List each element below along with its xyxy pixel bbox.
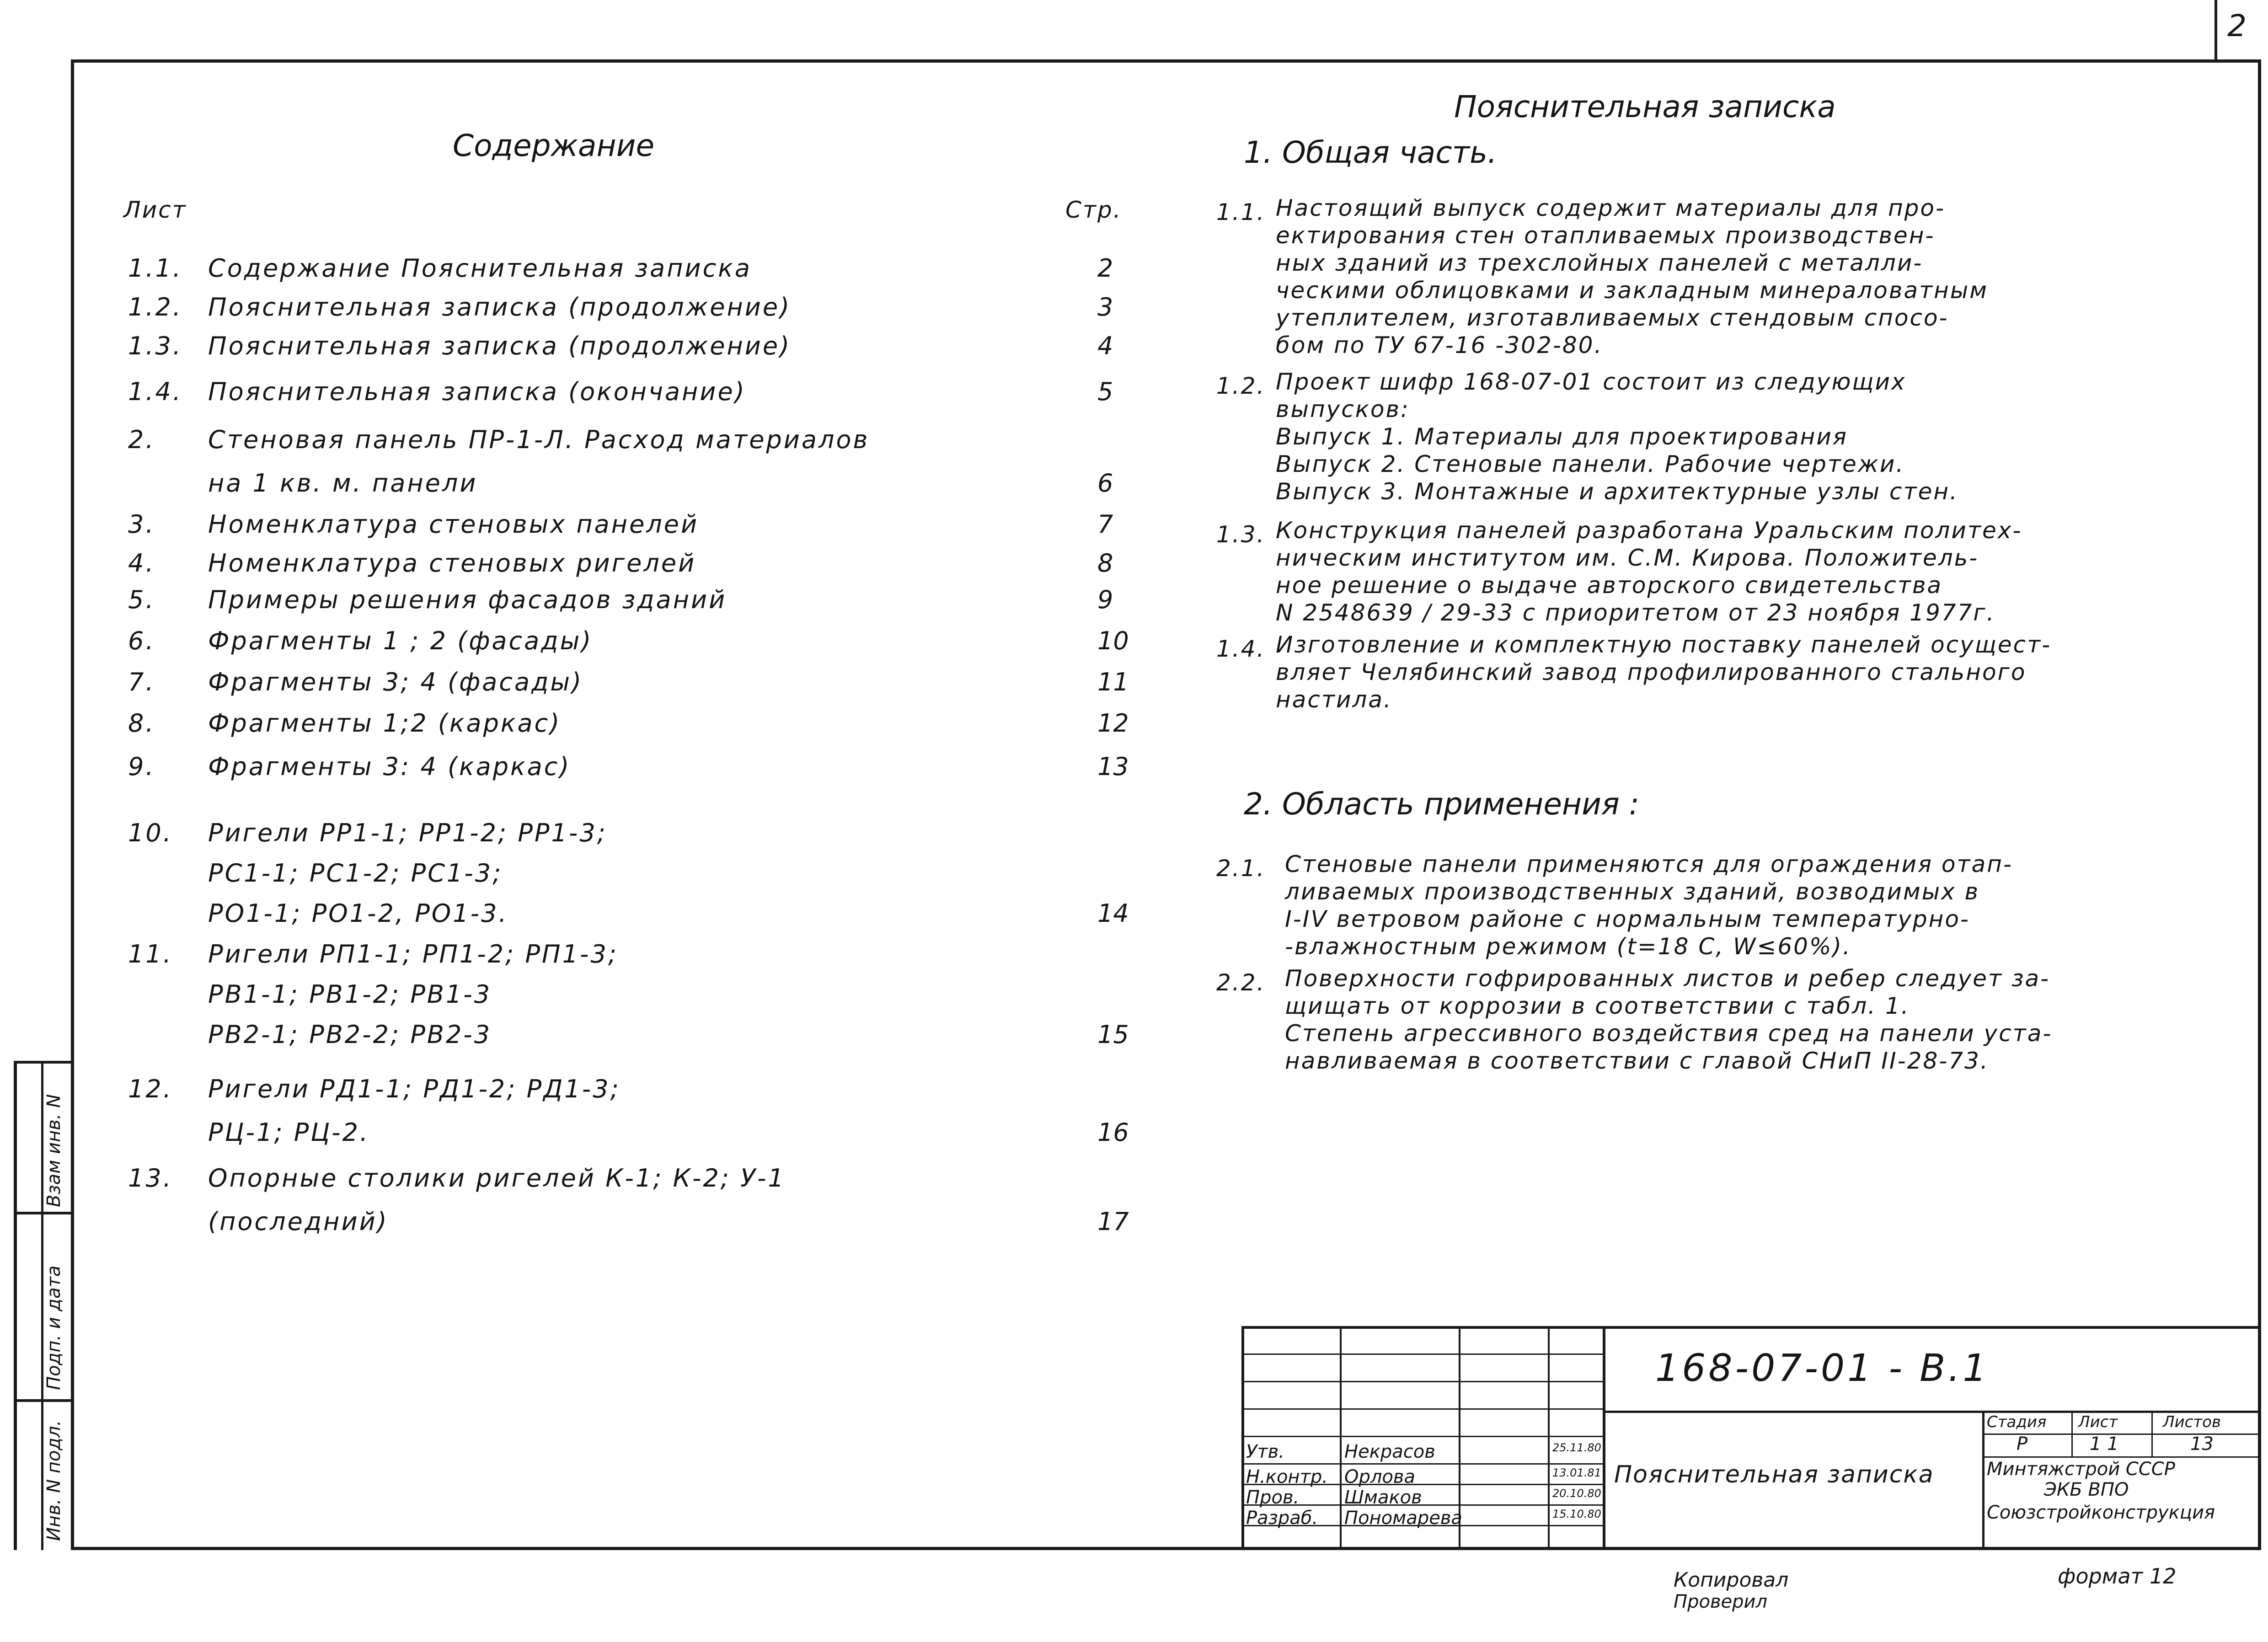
footer-copied: Копировал: [1674, 1568, 1789, 1592]
stamp-sheet: 1 1: [2090, 1433, 2119, 1455]
p14-text: [1276, 631, 2051, 713]
toc-item-text: Пояснительная записка (окончание): [208, 377, 746, 406]
stamp-stage-header: Стадия: [1987, 1413, 2047, 1431]
note-line: Поверхности гофрированных листов и ребер следует за-: [1285, 965, 2050, 992]
toc-item-number: 9.: [128, 752, 155, 781]
note-line: настила.: [1276, 686, 1392, 713]
note-section1-heading: 1. Общая часть.: [1244, 135, 1497, 170]
note-line: ливаемых производственных зданий, возводимых в: [1285, 878, 1980, 905]
note-line: Проект шифр 168-07-01 состоит из следующих: [1276, 369, 1906, 395]
toc-item-text: на 1 кв. м. панели: [208, 469, 478, 497]
toc-item-text: РВ2-1; РВ2-2; РВ2-3: [208, 1020, 492, 1049]
toc-item-text: Примеры решения фасадов зданий: [208, 585, 727, 614]
stamp-org-1: Минтяжстрой СССР: [1987, 1459, 2175, 1480]
note-line: ектирования стен отапливаемых производствен-: [1276, 222, 1935, 249]
stamp-date: 20.10.80: [1552, 1487, 1601, 1500]
stamp-sheets: 13: [2190, 1433, 2214, 1455]
toc-item-page: 5: [1097, 377, 1113, 406]
toc-item-number: 1.3.: [128, 332, 183, 360]
toc-item-text: Опорные столики ригелей К-1; К-2; У-1: [208, 1164, 786, 1193]
toc-col-page: Стр.: [1065, 197, 1122, 223]
toc-item-text: Содержание Пояснительная записка: [208, 254, 752, 283]
note-line: выпусков:: [1276, 396, 1410, 423]
stamp-name: Пономарева: [1344, 1508, 1462, 1529]
toc-item-number: 5.: [128, 585, 155, 614]
stamp-org-3: Союзстройконструкция: [1987, 1502, 2215, 1523]
stamp-name: Орлова: [1344, 1466, 1415, 1487]
toc-item-text: Фрагменты 1;2 (каркас): [208, 709, 562, 738]
toc-item-page: 14: [1097, 899, 1129, 928]
toc-item-page: 4: [1097, 332, 1113, 360]
p21-num: 2.1.: [1216, 855, 1266, 882]
side-vzam-inv: Взам инв. N: [43, 1094, 64, 1207]
note-line: I-IV ветровом районе с нормальным температурно-: [1285, 906, 1970, 932]
note-line: Изготовление и комплектную поставку панелей осущест-: [1276, 631, 2052, 658]
toc-item-text: (последний): [208, 1207, 389, 1236]
note-line: Выпуск 2. Стеновые панели. Рабочие чертежи.: [1276, 451, 1905, 477]
p14-num: 1.4.: [1216, 636, 1266, 662]
note-line: ное решение о выдаче авторского свидетельства: [1276, 572, 1943, 599]
p22-num: 2.2.: [1216, 969, 1266, 996]
toc-item-text: Стеновая панель ПР-1-Л. Расход материалов: [208, 425, 870, 454]
p22-text: [1285, 965, 2052, 1075]
toc-item-text: Ригели РР1-1; РР1-2; РР1-3;: [208, 818, 607, 847]
note-line: Выпуск 1. Материалы для проектирования: [1276, 423, 1848, 450]
toc-item-page: 7: [1097, 510, 1113, 539]
toc-item-number: 1.1.: [128, 254, 183, 283]
toc-item-page: 9: [1097, 585, 1113, 614]
stamp-role: Н.контр.: [1246, 1466, 1328, 1487]
p12-text: [1276, 368, 1958, 505]
p12-num: 1.2.: [1216, 373, 1266, 399]
note-line: N 2548639 / 29-33 с приоритетом от 23 ноября 1977г.: [1276, 599, 1995, 626]
note-line: ническим институтом им. С.М. Кирова. Положитель-: [1276, 545, 1979, 571]
footer-format: формат 12: [2058, 1564, 2177, 1589]
stamp-org-2: ЭКБ ВПО: [2044, 1479, 2129, 1500]
note-line: Степень агрессивного воздействия сред на панели уста-: [1285, 1020, 2053, 1047]
toc-item-number: 4.: [128, 549, 155, 578]
toc-item-page: 15: [1097, 1020, 1129, 1049]
toc-item-text: Ригели РД1-1; РД1-2; РД1-3;: [208, 1075, 620, 1103]
stamp-sheet-header: Лист: [2078, 1413, 2118, 1431]
p13-num: 1.3.: [1216, 521, 1266, 548]
toc-item-text: Пояснительная записка (продолжение): [208, 332, 792, 360]
toc-item-page: 8: [1097, 549, 1113, 578]
sheet-corner-box: [2215, 0, 2268, 59]
toc-item-text: РЦ-1; РЦ-2.: [208, 1118, 370, 1147]
toc-item-text: Номенклатура стеновых панелей: [208, 510, 699, 539]
toc-item-text: РО1-1; РО1-2, РО1-3.: [208, 899, 508, 928]
toc-item-text: Ригели РП1-1; РП1-2; РП1-3;: [208, 940, 619, 968]
toc-item-page: 11: [1097, 668, 1129, 696]
note-line: бом по ТУ 67-16 -302-80.: [1276, 332, 1603, 358]
note-line: -влажностным режимом (t=18 С, W≤60%).: [1285, 933, 1851, 960]
stamp-name: Некрасов: [1344, 1441, 1435, 1462]
toc-item-page: 12: [1097, 709, 1129, 738]
toc-item-page: 17: [1097, 1207, 1129, 1236]
stamp-role: Утв.: [1246, 1441, 1284, 1462]
note-line: ных зданий из трехслойных панелей с металли-: [1276, 250, 1923, 276]
toc-item-page: 16: [1097, 1118, 1129, 1147]
toc-item-page: 3: [1097, 293, 1113, 321]
toc-item-number: 12.: [128, 1075, 173, 1103]
side-inv-podl: Инв. N подл.: [43, 1420, 64, 1541]
toc-item-number: 8.: [128, 709, 155, 738]
stamp-name: Шмаков: [1344, 1487, 1422, 1508]
stamp-doc-name: Пояснительная записка: [1614, 1461, 1934, 1488]
toc-item-page: 6: [1097, 469, 1113, 497]
note-line: щищать от коррозии в соответствии с табл. 1.: [1285, 993, 1910, 1019]
stamp-role: Пров.: [1246, 1487, 1300, 1508]
toc-title: Содержание: [453, 128, 655, 163]
toc-item-text: РС1-1; РС1-2; РС1-3;: [208, 859, 503, 888]
stamp-date: 25.11.80: [1552, 1441, 1601, 1454]
note-line: Настоящий выпуск содержит материалы для про-: [1276, 195, 1946, 221]
toc-item-number: 13.: [128, 1164, 173, 1193]
note-section2-heading: 2. Область применения :: [1244, 786, 1639, 822]
p21-text: [1285, 850, 2013, 960]
toc-item-number: 11.: [128, 940, 173, 968]
toc-item-number: 1.2.: [128, 293, 183, 321]
toc-item-text: Пояснительная записка (продолжение): [208, 293, 792, 321]
toc-item-number: 7.: [128, 668, 155, 696]
toc-item-page: 13: [1097, 752, 1129, 781]
p11-text: [1276, 194, 1988, 359]
stamp-sheets-header: Листов: [2163, 1413, 2221, 1431]
stamp-code: 168-07-01 - В.1: [1655, 1347, 1990, 1390]
p11-num: 1.1.: [1216, 199, 1266, 225]
toc-item-text: Номенклатура стеновых ригелей: [208, 549, 696, 578]
toc-item-number: 2.: [128, 425, 155, 454]
stamp-role: Разраб.: [1246, 1508, 1318, 1529]
toc-item-number: 3.: [128, 510, 155, 539]
footer-verified: Проверил: [1674, 1591, 1768, 1612]
toc-item-text: РВ1-1; РВ1-2; РВ1-3: [208, 980, 492, 1009]
p13-text: [1276, 517, 2022, 626]
note-line: утеплителем, изготавливаемых стендовым спосо-: [1276, 305, 1949, 331]
toc-item-page: 10: [1097, 626, 1129, 655]
toc-item-text: Фрагменты 1 ; 2 (фасады): [208, 626, 593, 655]
sheet-corner-number: 2: [2227, 8, 2247, 43]
toc-item-page: 2: [1097, 254, 1113, 283]
note-line: ческими облицовками и закладным минераловатным: [1276, 277, 1988, 304]
note-title: Пояснительная записка: [1454, 89, 1836, 124]
note-line: навливаемая в соответствии с главой СНиП II-28-73.: [1285, 1048, 1989, 1074]
note-line: Стеновые панели применяются для ограждения отап-: [1285, 851, 2013, 877]
toc-item-number: 1.4.: [128, 377, 183, 406]
note-line: Конструкция панелей разработана Уральским политех-: [1276, 517, 2022, 544]
side-podp-data: Подп. и дата: [43, 1265, 64, 1390]
note-line: Выпуск 3. Монтажные и архитектурные узлы стен.: [1276, 478, 1958, 505]
toc-item-number: 10.: [128, 818, 173, 847]
stamp-date: 15.10.80: [1552, 1508, 1601, 1520]
stamp-date: 13.01.81: [1552, 1466, 1601, 1479]
toc-item-number: 6.: [128, 626, 155, 655]
toc-item-text: Фрагменты 3: 4 (каркас): [208, 752, 571, 781]
stamp-stage: Р: [2017, 1433, 2028, 1455]
note-line: вляет Челябинский завод профилированного стального: [1276, 659, 2027, 685]
toc-col-sheet: Лист: [123, 197, 187, 223]
toc-item-text: Фрагменты 3; 4 (фасады): [208, 668, 583, 696]
